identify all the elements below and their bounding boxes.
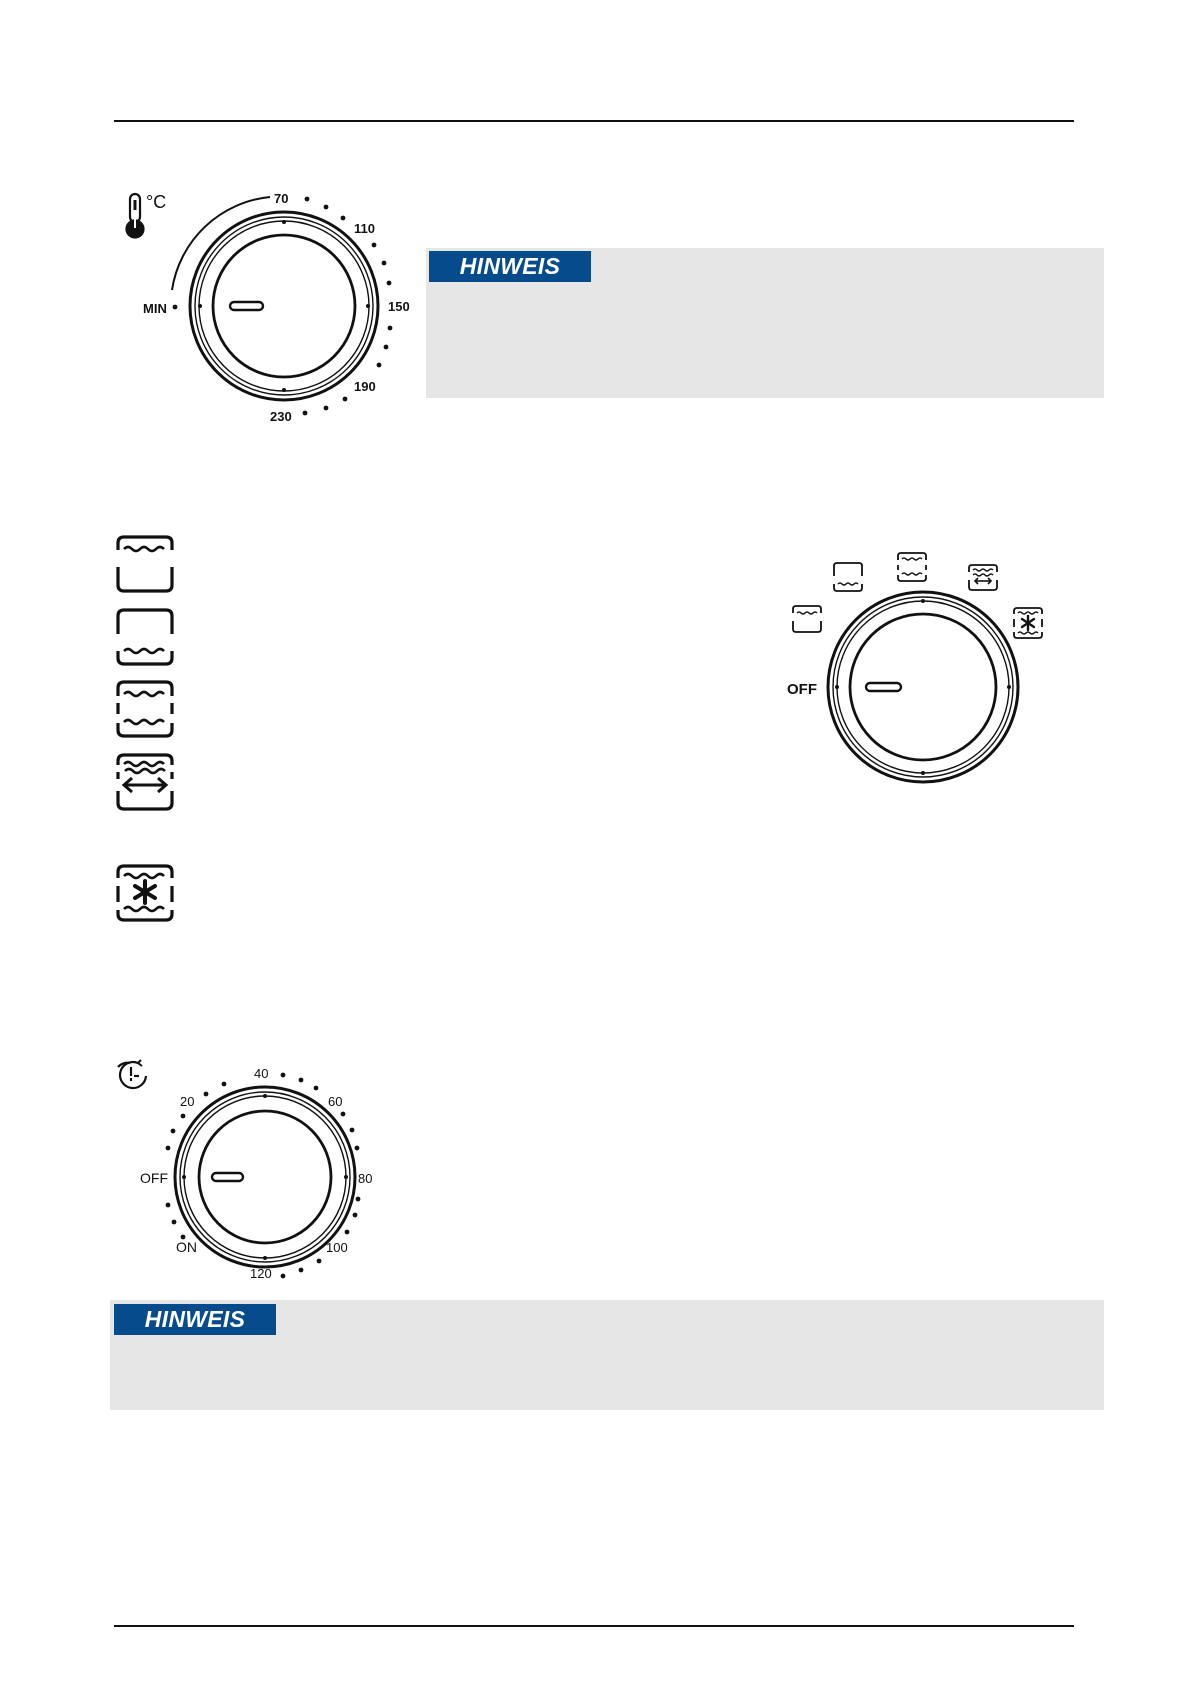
- header-rule: [114, 120, 1074, 122]
- temp-label-min: MIN: [143, 301, 167, 316]
- timer-label-on: ON: [176, 1239, 197, 1255]
- timer-label-60: 60: [328, 1094, 343, 1109]
- function-dial-figure: [770, 540, 1060, 795]
- dial-fan-heat-icon: [1014, 608, 1042, 638]
- timer-label-20: 20: [180, 1094, 195, 1109]
- temperature-knob[interactable]: [190, 212, 378, 400]
- function-knob[interactable]: [828, 592, 1018, 782]
- temp-label-230: 230: [270, 409, 292, 424]
- footer-rule: [114, 1625, 1074, 1627]
- bottom-heat-icon: [112, 608, 178, 668]
- timer-label-40: 40: [254, 1066, 269, 1081]
- timer-dial-figure: [110, 1055, 400, 1300]
- fan-heat-icon: [112, 864, 178, 924]
- temp-label-70: 70: [274, 191, 289, 206]
- thermometer-icon: [127, 194, 144, 238]
- dial-top-heat-icon: [793, 606, 821, 632]
- temperature-dial-figure: [110, 185, 420, 430]
- temp-label-150: 150: [388, 299, 410, 314]
- convection-heat-icon: [112, 753, 178, 813]
- dial-bottom-heat-icon: [834, 563, 862, 591]
- hinweis-tag-bottom: HINWEIS: [114, 1304, 276, 1335]
- top-bottom-heat-icon: [112, 680, 178, 740]
- temp-label-190: 190: [354, 379, 376, 394]
- temp-label-110: 110: [354, 221, 375, 236]
- dial-top-bottom-heat-icon: [898, 553, 926, 581]
- hinweis-tag-top: HINWEIS: [429, 251, 591, 282]
- timer-icon: [118, 1060, 146, 1088]
- dial-convection-heat-icon: [969, 565, 997, 590]
- timer-label-80: 80: [358, 1171, 373, 1186]
- timer-label-100: 100: [326, 1240, 348, 1255]
- celsius-unit: °C: [146, 192, 167, 212]
- function-label-off: OFF: [787, 681, 817, 698]
- timer-label-off: OFF: [140, 1170, 168, 1186]
- top-heat-icon: [112, 535, 178, 595]
- timer-label-120: 120: [250, 1266, 272, 1281]
